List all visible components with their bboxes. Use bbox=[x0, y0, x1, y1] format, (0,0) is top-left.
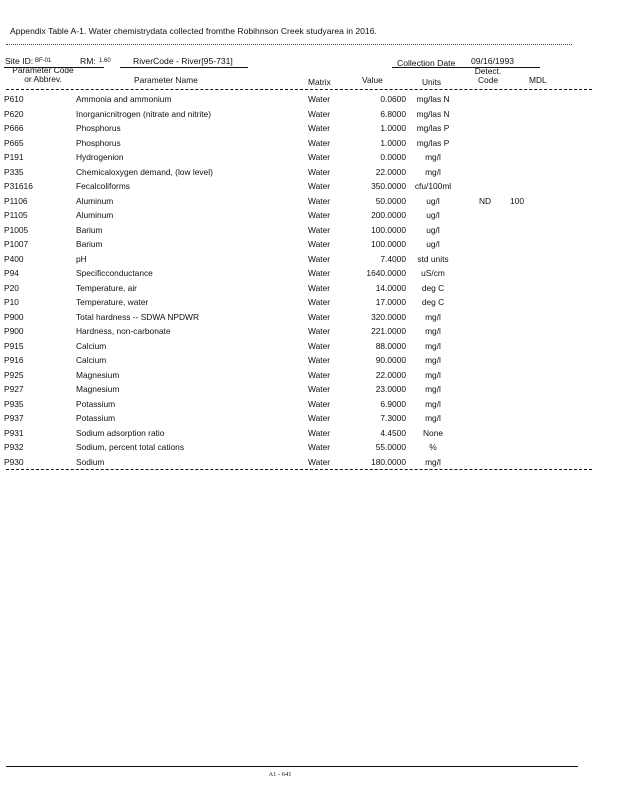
value-cell: 14.0000 bbox=[375, 282, 406, 293]
parameter-name-cell: Inorganicnitrogen (nitrate and nitrite) bbox=[76, 108, 212, 119]
mdl-cell: 100 bbox=[510, 195, 524, 206]
parameter-code-cell: P335 bbox=[4, 166, 24, 177]
matrix-cell: Water bbox=[308, 297, 331, 308]
units-cell: ug/l bbox=[426, 195, 440, 206]
units-cell: deg C bbox=[421, 282, 445, 293]
units-cell: mg/las P bbox=[416, 137, 450, 148]
parameter-name-cell: Magnesium bbox=[76, 369, 120, 380]
mdl-cell bbox=[510, 223, 550, 238]
matrix-cell: Water bbox=[308, 123, 331, 134]
parameter-name-cell: Chemicaloxygen demand, (low level) bbox=[76, 166, 213, 177]
matrix-cell: Water bbox=[308, 340, 331, 351]
detect-code-cell bbox=[460, 208, 510, 223]
detect-code-cell bbox=[460, 223, 510, 238]
parameter-name-cell: Sodium bbox=[76, 456, 105, 467]
header-units: Units bbox=[422, 77, 442, 87]
header-detect-code-line1: Detect. bbox=[474, 66, 502, 76]
parameter-code-cell: P94 bbox=[4, 268, 19, 279]
value-cell: 1640.0000 bbox=[366, 268, 406, 279]
header-parameter-name: Parameter Name bbox=[134, 75, 198, 85]
header-parameter-code-line1: Parameter Code bbox=[12, 65, 74, 75]
matrix-cell: Water bbox=[308, 311, 331, 322]
parameter-code-cell: P932 bbox=[4, 442, 24, 453]
mdl-cell bbox=[510, 150, 550, 165]
value-cell: 1.0000 bbox=[380, 123, 406, 134]
parameter-name-cell: Hydrogenion bbox=[76, 152, 124, 163]
mdl-cell bbox=[510, 252, 550, 267]
title-divider bbox=[6, 44, 572, 45]
units-cell: uS/cm bbox=[421, 268, 445, 279]
mdl-cell bbox=[510, 179, 550, 194]
matrix-cell: Water bbox=[308, 108, 331, 119]
parameter-code-cell: P915 bbox=[4, 340, 24, 351]
table-row bbox=[4, 237, 550, 252]
matrix-cell: Water bbox=[308, 456, 331, 467]
table-row bbox=[4, 252, 550, 267]
mdl-cell bbox=[510, 208, 550, 223]
detect-code-cell: ND bbox=[478, 195, 492, 206]
detect-code-cell bbox=[460, 382, 510, 397]
detect-code-cell bbox=[460, 165, 510, 180]
parameter-name-cell: Aluminum bbox=[76, 195, 114, 206]
value-cell: 7.4000 bbox=[380, 253, 406, 264]
parameter-name-cell: Total hardness -- SDWA NPDWR bbox=[76, 311, 200, 322]
mdl-cell bbox=[510, 411, 550, 426]
table-body bbox=[4, 92, 550, 469]
detect-code-cell bbox=[460, 455, 510, 470]
rm-value: 1.60 bbox=[99, 58, 111, 64]
parameter-name-cell: Phosphorus bbox=[76, 123, 121, 134]
mdl-cell bbox=[510, 281, 550, 296]
detect-code-cell bbox=[460, 237, 510, 252]
units-cell: mg/las P bbox=[416, 123, 450, 134]
value-cell: 6.8000 bbox=[380, 108, 406, 119]
table-row bbox=[4, 179, 550, 194]
matrix-cell: Water bbox=[308, 442, 331, 453]
detect-code-cell bbox=[460, 107, 510, 122]
matrix-cell: Water bbox=[308, 239, 331, 250]
parameter-code-cell: P900 bbox=[4, 326, 24, 337]
value-cell: 0.0600 bbox=[380, 94, 406, 105]
units-cell: mg/l bbox=[425, 456, 441, 467]
mdl-cell bbox=[510, 440, 550, 455]
value-cell: 100.0000 bbox=[371, 239, 406, 250]
value-cell: 7.3000 bbox=[380, 413, 406, 424]
table-bottom-rule bbox=[6, 469, 592, 470]
value-cell: 200.0000 bbox=[371, 210, 406, 221]
matrix-cell: Water bbox=[308, 268, 331, 279]
detect-code-cell bbox=[460, 179, 510, 194]
units-cell: mg/l bbox=[425, 166, 441, 177]
units-cell: deg C bbox=[421, 297, 445, 308]
detect-code-cell bbox=[460, 368, 510, 383]
parameter-code-cell: P1105 bbox=[4, 210, 28, 221]
parameter-name-cell: Phosphorus bbox=[76, 137, 121, 148]
parameter-name-cell: Sodium adsorption ratio bbox=[76, 427, 165, 438]
table-row bbox=[4, 208, 550, 223]
matrix-cell: Water bbox=[308, 253, 331, 264]
matrix-cell: Water bbox=[308, 195, 331, 206]
mdl-cell bbox=[510, 455, 550, 470]
units-cell: ug/l bbox=[426, 239, 440, 250]
detect-code-cell bbox=[460, 150, 510, 165]
value-cell: 90.0000 bbox=[375, 355, 406, 366]
value-cell: 22.0000 bbox=[375, 166, 406, 177]
value-cell: 180.0000 bbox=[371, 456, 406, 467]
table-row bbox=[4, 397, 550, 412]
collection-date-value: 09/16/1993 bbox=[471, 56, 515, 66]
value-cell: 23.0000 bbox=[375, 384, 406, 395]
value-cell: 6.9000 bbox=[380, 398, 406, 409]
table-row bbox=[4, 426, 550, 441]
parameter-code-cell: P620 bbox=[4, 108, 24, 119]
parameter-code-cell: P900 bbox=[4, 311, 24, 322]
matrix-cell: Water bbox=[308, 282, 331, 293]
parameter-code-cell: P20 bbox=[4, 282, 19, 293]
parameter-name-cell: Specificconductance bbox=[76, 268, 153, 279]
parameter-name-cell: Magnesium bbox=[76, 384, 120, 395]
mdl-cell bbox=[510, 165, 550, 180]
detect-code-cell bbox=[460, 397, 510, 412]
units-cell: mg/l bbox=[425, 369, 441, 380]
table-row bbox=[4, 165, 550, 180]
detect-code-cell bbox=[460, 353, 510, 368]
table-row bbox=[4, 92, 550, 107]
value-cell: 0.0000 bbox=[380, 152, 406, 163]
table-row bbox=[4, 455, 550, 470]
parameter-name-cell: Potassium bbox=[76, 413, 116, 424]
mdl-cell bbox=[510, 237, 550, 252]
value-cell: 17.0000 bbox=[375, 297, 406, 308]
units-cell: mg/l bbox=[425, 326, 441, 337]
parameter-name-cell: Potassium bbox=[76, 398, 116, 409]
parameter-code-cell: P1005 bbox=[4, 224, 29, 235]
mdl-cell bbox=[510, 368, 550, 383]
value-cell: 100.0000 bbox=[371, 224, 406, 235]
units-cell: mg/l bbox=[425, 152, 441, 163]
mdl-cell bbox=[510, 107, 550, 122]
parameter-name-cell: Ammonia and ammonium bbox=[76, 94, 172, 105]
mdl-cell bbox=[510, 266, 550, 281]
matrix-cell: Water bbox=[308, 427, 331, 438]
matrix-cell: Water bbox=[308, 137, 331, 148]
meta-underline bbox=[120, 67, 248, 68]
matrix-cell: Water bbox=[308, 369, 331, 380]
units-cell: mg/l bbox=[425, 384, 441, 395]
units-cell: cfu/100ml bbox=[414, 181, 452, 192]
mdl-cell bbox=[510, 397, 550, 412]
table-row bbox=[4, 150, 550, 165]
site-id-label: Site ID: bbox=[5, 56, 34, 66]
table-row bbox=[4, 339, 550, 354]
units-cell: std units bbox=[417, 253, 449, 264]
river-code: RiverCode - River[95-731] bbox=[133, 56, 233, 66]
mdl-cell bbox=[510, 353, 550, 368]
value-cell: 55.0000 bbox=[375, 442, 406, 453]
parameter-code-cell: P925 bbox=[4, 369, 24, 380]
parameter-name-cell: Sodium, percent total cations bbox=[76, 442, 185, 453]
units-cell: ug/l bbox=[426, 224, 440, 235]
parameter-name-cell: Temperature, water bbox=[76, 297, 149, 308]
parameter-code-cell: P1106 bbox=[4, 195, 28, 206]
parameter-code-cell: P935 bbox=[4, 398, 24, 409]
mdl-cell bbox=[510, 295, 550, 310]
table-row bbox=[4, 121, 550, 136]
matrix-cell: Water bbox=[308, 210, 331, 221]
parameter-code-cell: P665 bbox=[4, 137, 24, 148]
collection-date-label: Collection Date bbox=[397, 58, 456, 68]
header-detect-code bbox=[473, 67, 503, 85]
units-cell: mg/l bbox=[425, 398, 441, 409]
parameter-code-cell: P1007 bbox=[4, 239, 29, 250]
table-row bbox=[4, 411, 550, 426]
header-value: Value bbox=[362, 75, 383, 85]
table-row bbox=[4, 107, 550, 122]
detect-code-cell bbox=[460, 440, 510, 455]
parameter-name-cell: Calcium bbox=[76, 340, 107, 351]
header-mdl: MDL bbox=[529, 75, 547, 85]
value-cell: 50.0000 bbox=[375, 195, 406, 206]
table-row bbox=[4, 368, 550, 383]
matrix-cell: Water bbox=[308, 413, 331, 424]
site-id-value: BF-01 bbox=[35, 58, 52, 64]
table-row bbox=[4, 281, 550, 296]
value-cell: 320.0000 bbox=[371, 311, 406, 322]
parameter-name-cell: Barium bbox=[76, 239, 103, 250]
page-title: Appendix Table A-1. Water chemistrydata collected fromthe Robihnson Creek studyarea in 2016. bbox=[10, 26, 377, 36]
value-cell: 221.0000 bbox=[371, 326, 406, 337]
units-cell: mg/las N bbox=[416, 108, 450, 119]
units-cell: % bbox=[429, 442, 437, 453]
table-row bbox=[4, 324, 550, 339]
header-detect-code-line2: Code bbox=[477, 75, 499, 85]
parameter-name-cell: Barium bbox=[76, 224, 103, 235]
table-row bbox=[4, 194, 550, 209]
header-parameter-code-line2: or Abbrev. bbox=[24, 74, 62, 84]
table-row bbox=[4, 136, 550, 151]
table-row bbox=[4, 223, 550, 238]
matrix-cell: Water bbox=[308, 355, 331, 366]
detect-code-cell bbox=[460, 426, 510, 441]
value-cell: 88.0000 bbox=[375, 340, 406, 351]
mdl-cell bbox=[510, 310, 550, 325]
header-matrix: Matrix bbox=[308, 77, 331, 87]
parameter-code-cell: P916 bbox=[4, 355, 24, 366]
parameter-code-cell: P927 bbox=[4, 384, 24, 395]
footer-rule bbox=[6, 766, 578, 767]
value-cell: 1.0000 bbox=[380, 137, 406, 148]
matrix-cell: Water bbox=[308, 224, 331, 235]
detect-code-cell bbox=[460, 324, 510, 339]
parameter-name-cell: Aluminum bbox=[76, 210, 114, 221]
rm-label: RM: bbox=[80, 56, 96, 66]
matrix-cell: Water bbox=[308, 398, 331, 409]
units-cell: mg/las N bbox=[416, 94, 450, 105]
parameter-name-cell: Hardness, non-carbonate bbox=[76, 326, 171, 337]
detect-code-cell bbox=[460, 252, 510, 267]
parameter-code-cell: P610 bbox=[4, 94, 24, 105]
matrix-cell: Water bbox=[308, 384, 331, 395]
mdl-cell bbox=[510, 92, 550, 107]
detect-code-cell bbox=[460, 411, 510, 426]
units-cell: mg/l bbox=[425, 340, 441, 351]
header-parameter-code bbox=[8, 66, 78, 84]
mdl-cell bbox=[510, 339, 550, 354]
mdl-cell bbox=[510, 324, 550, 339]
parameter-code-cell: P31616 bbox=[4, 181, 33, 192]
detect-code-cell bbox=[460, 339, 510, 354]
table-row bbox=[4, 266, 550, 281]
value-cell: 22.0000 bbox=[375, 369, 406, 380]
mdl-cell bbox=[510, 426, 550, 441]
mdl-cell bbox=[510, 121, 550, 136]
units-cell: mg/l bbox=[425, 311, 441, 322]
table-row bbox=[4, 310, 550, 325]
units-cell: ug/l bbox=[426, 210, 440, 221]
units-cell: None bbox=[422, 427, 444, 438]
value-cell: 350.0000 bbox=[371, 181, 406, 192]
detect-code-cell bbox=[460, 310, 510, 325]
detect-code-cell bbox=[460, 266, 510, 281]
parameter-code-cell: P931 bbox=[4, 427, 24, 438]
matrix-cell: Water bbox=[308, 326, 331, 337]
parameter-code-cell: P930 bbox=[4, 456, 24, 467]
matrix-cell: Water bbox=[308, 152, 331, 163]
water-chemistry-table bbox=[4, 92, 550, 469]
units-cell: mg/l bbox=[425, 355, 441, 366]
table-row bbox=[4, 353, 550, 368]
parameter-name-cell: Fecalcoliforms bbox=[76, 181, 130, 192]
matrix-cell: Water bbox=[308, 166, 331, 177]
parameter-name-cell: Calcium bbox=[76, 355, 107, 366]
matrix-cell: Water bbox=[308, 94, 331, 105]
meta-underline bbox=[392, 67, 540, 68]
mdl-cell bbox=[510, 382, 550, 397]
table-row bbox=[4, 440, 550, 455]
detect-code-cell bbox=[460, 136, 510, 151]
detect-code-cell bbox=[460, 295, 510, 310]
parameter-code-cell: P400 bbox=[4, 253, 24, 264]
matrix-cell: Water bbox=[308, 181, 331, 192]
detect-code-cell bbox=[460, 281, 510, 296]
parameter-name-cell: pH bbox=[76, 253, 87, 264]
value-cell: 4.4500 bbox=[380, 427, 406, 438]
table-row bbox=[4, 295, 550, 310]
table-row bbox=[4, 382, 550, 397]
parameter-code-cell: P191 bbox=[4, 152, 24, 163]
parameter-code-cell: P666 bbox=[4, 123, 24, 134]
detect-code-cell bbox=[460, 121, 510, 136]
units-cell: mg/l bbox=[425, 413, 441, 424]
header-bottom-rule bbox=[6, 89, 592, 90]
page-number: A1 - 641 bbox=[268, 771, 292, 778]
parameter-name-cell: Temperature, air bbox=[76, 282, 137, 293]
detect-code-cell bbox=[460, 92, 510, 107]
parameter-code-cell: P937 bbox=[4, 413, 24, 424]
mdl-cell bbox=[510, 136, 550, 151]
parameter-code-cell: P10 bbox=[4, 297, 19, 308]
